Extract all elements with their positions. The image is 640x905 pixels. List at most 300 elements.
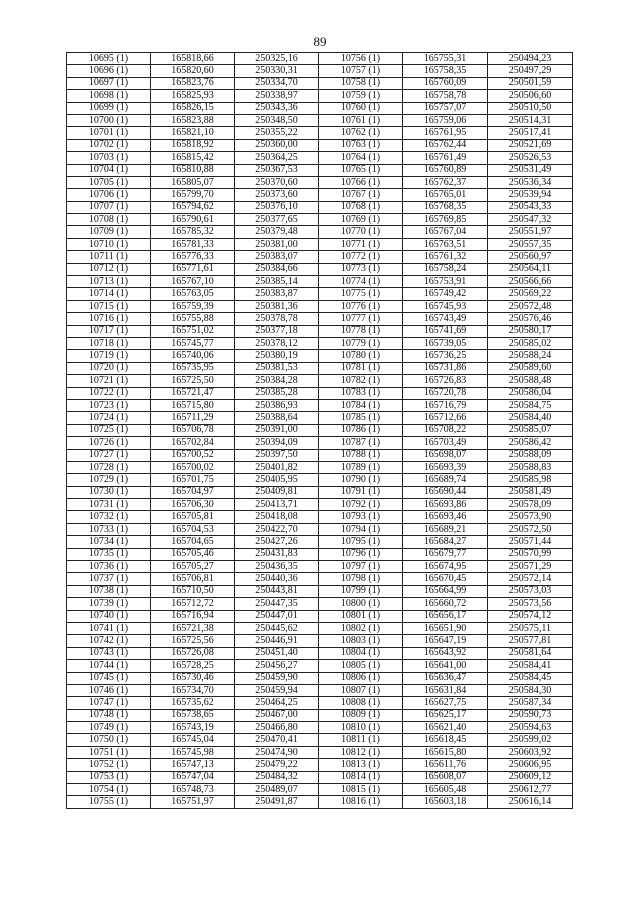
point-id-left: 10707 (1) [67, 201, 151, 213]
y-coord-left: 250379,48 [235, 226, 319, 238]
y-coord-left: 250422,70 [235, 523, 319, 535]
y-coord-left: 250470,41 [235, 734, 319, 746]
x-coord-right: 165636,47 [403, 672, 488, 684]
y-coord-right: 250576,46 [488, 313, 573, 325]
x-coord-left: 165704,65 [151, 536, 235, 548]
y-coord-left: 250383,87 [235, 288, 319, 300]
y-coord-right: 250573,56 [488, 598, 573, 610]
point-id-right: 10800 (1) [319, 598, 403, 610]
point-id-right: 10780 (1) [319, 350, 403, 362]
x-coord-right: 165641,00 [403, 660, 488, 672]
point-id-left: 10701 (1) [67, 127, 151, 139]
point-id-right: 10783 (1) [319, 387, 403, 399]
point-id-left: 10720 (1) [67, 362, 151, 374]
y-coord-left: 250440,36 [235, 573, 319, 585]
point-id-right: 10770 (1) [319, 226, 403, 238]
y-coord-right: 250581,49 [488, 486, 573, 498]
y-coord-right: 250575,11 [488, 622, 573, 634]
x-coord-left: 165810,88 [151, 164, 235, 176]
y-coord-right: 250557,35 [488, 238, 573, 250]
x-coord-right: 165745,93 [403, 300, 488, 312]
x-coord-right: 165693,39 [403, 461, 488, 473]
x-coord-left: 165725,50 [151, 375, 235, 387]
point-id-right: 10806 (1) [319, 672, 403, 684]
y-coord-right: 250494,23 [488, 53, 573, 65]
point-id-right: 10765 (1) [319, 164, 403, 176]
y-coord-left: 250436,35 [235, 561, 319, 573]
point-id-left: 10732 (1) [67, 511, 151, 523]
y-coord-right: 250573,90 [488, 511, 573, 523]
point-id-right: 10799 (1) [319, 585, 403, 597]
y-coord-left: 250456,27 [235, 660, 319, 672]
x-coord-left: 165747,13 [151, 759, 235, 771]
point-id-left: 10731 (1) [67, 499, 151, 511]
x-coord-right: 165693,46 [403, 511, 488, 523]
point-id-right: 10811 (1) [319, 734, 403, 746]
x-coord-left: 165726,08 [151, 647, 235, 659]
point-id-left: 10748 (1) [67, 709, 151, 721]
table-row [67, 499, 573, 511]
point-id-right: 10787 (1) [319, 437, 403, 449]
x-coord-right: 165689,74 [403, 474, 488, 486]
y-coord-right: 250588,83 [488, 461, 573, 473]
point-id-left: 10703 (1) [67, 152, 151, 164]
point-id-left: 10704 (1) [67, 164, 151, 176]
y-coord-right: 250560,97 [488, 251, 573, 263]
point-id-right: 10788 (1) [319, 449, 403, 461]
point-id-right: 10768 (1) [319, 201, 403, 213]
x-coord-right: 165765,01 [403, 189, 488, 201]
table-row [67, 784, 573, 796]
x-coord-right: 165693,86 [403, 499, 488, 511]
point-id-left: 10718 (1) [67, 337, 151, 349]
point-id-left: 10728 (1) [67, 461, 151, 473]
point-id-right: 10774 (1) [319, 276, 403, 288]
y-coord-left: 250364,25 [235, 152, 319, 164]
coordinates-table [66, 52, 573, 809]
y-coord-left: 250377,65 [235, 214, 319, 226]
table-row [67, 399, 573, 411]
table-row [67, 189, 573, 201]
x-coord-left: 165725,56 [151, 635, 235, 647]
y-coord-left: 250451,40 [235, 647, 319, 659]
y-coord-right: 250571,29 [488, 561, 573, 573]
y-coord-left: 250325,16 [235, 53, 319, 65]
point-id-right: 10773 (1) [319, 263, 403, 275]
y-coord-right: 250584,40 [488, 412, 573, 424]
table-row [67, 722, 573, 734]
point-id-left: 10714 (1) [67, 288, 151, 300]
y-coord-right: 250584,45 [488, 672, 573, 684]
point-id-right: 10792 (1) [319, 499, 403, 511]
y-coord-left: 250334,70 [235, 77, 319, 89]
point-id-right: 10764 (1) [319, 152, 403, 164]
point-id-right: 10793 (1) [319, 511, 403, 523]
table-row [67, 424, 573, 436]
x-coord-left: 165704,97 [151, 486, 235, 498]
y-coord-left: 250491,87 [235, 796, 319, 808]
y-coord-right: 250573,03 [488, 585, 573, 597]
y-coord-left: 250381,36 [235, 300, 319, 312]
x-coord-right: 165762,44 [403, 139, 488, 151]
point-id-left: 10738 (1) [67, 585, 151, 597]
point-id-right: 10785 (1) [319, 412, 403, 424]
point-id-right: 10796 (1) [319, 548, 403, 560]
x-coord-right: 165753,91 [403, 276, 488, 288]
coordinates-table-body [67, 53, 573, 809]
table-row [67, 375, 573, 387]
y-coord-left: 250373,60 [235, 189, 319, 201]
table-row [67, 412, 573, 424]
point-id-left: 10705 (1) [67, 176, 151, 188]
table-row [67, 610, 573, 622]
y-coord-left: 250431,83 [235, 548, 319, 560]
y-coord-left: 250355,22 [235, 127, 319, 139]
x-coord-left: 165728,25 [151, 660, 235, 672]
y-coord-right: 250590,73 [488, 709, 573, 721]
table-row [67, 263, 573, 275]
table-row [67, 647, 573, 659]
point-id-right: 10758 (1) [319, 77, 403, 89]
x-coord-left: 165702,84 [151, 437, 235, 449]
point-id-right: 10810 (1) [319, 722, 403, 734]
point-id-right: 10769 (1) [319, 214, 403, 226]
y-coord-left: 250360,00 [235, 139, 319, 151]
x-coord-left: 165715,80 [151, 399, 235, 411]
y-coord-right: 250588,24 [488, 350, 573, 362]
y-coord-left: 250413,71 [235, 499, 319, 511]
x-coord-right: 165615,80 [403, 746, 488, 758]
x-coord-left: 165767,10 [151, 276, 235, 288]
point-id-left: 10697 (1) [67, 77, 151, 89]
point-id-left: 10735 (1) [67, 548, 151, 560]
x-coord-left: 165815,42 [151, 152, 235, 164]
point-id-left: 10734 (1) [67, 536, 151, 548]
y-coord-right: 250577,81 [488, 635, 573, 647]
y-coord-left: 250474,90 [235, 746, 319, 758]
y-coord-right: 250521,69 [488, 139, 573, 151]
x-coord-left: 165740,06 [151, 350, 235, 362]
x-coord-left: 165763,05 [151, 288, 235, 300]
x-coord-right: 165767,04 [403, 226, 488, 238]
x-coord-left: 165751,02 [151, 325, 235, 337]
y-coord-left: 250409,81 [235, 486, 319, 498]
table-row [67, 548, 573, 560]
x-coord-left: 165700,02 [151, 461, 235, 473]
y-coord-right: 250584,75 [488, 399, 573, 411]
x-coord-left: 165785,32 [151, 226, 235, 238]
point-id-right: 10777 (1) [319, 313, 403, 325]
x-coord-left: 165747,04 [151, 771, 235, 783]
x-coord-left: 165735,95 [151, 362, 235, 374]
x-coord-right: 165689,21 [403, 523, 488, 535]
x-coord-left: 165755,88 [151, 313, 235, 325]
point-id-left: 10702 (1) [67, 139, 151, 151]
y-coord-left: 250418,08 [235, 511, 319, 523]
point-id-left: 10743 (1) [67, 647, 151, 659]
point-id-right: 10784 (1) [319, 399, 403, 411]
y-coord-right: 250609,12 [488, 771, 573, 783]
x-coord-left: 165745,77 [151, 337, 235, 349]
point-id-left: 10752 (1) [67, 759, 151, 771]
x-coord-right: 165603,18 [403, 796, 488, 808]
x-coord-right: 165731,86 [403, 362, 488, 374]
point-id-right: 10794 (1) [319, 523, 403, 535]
x-coord-left: 165745,98 [151, 746, 235, 758]
x-coord-right: 165757,07 [403, 102, 488, 114]
table-row [67, 362, 573, 374]
table-row [67, 709, 573, 721]
x-coord-left: 165704,53 [151, 523, 235, 535]
x-coord-right: 165763,51 [403, 238, 488, 250]
y-coord-right: 250594,63 [488, 722, 573, 734]
y-coord-left: 250427,26 [235, 536, 319, 548]
y-coord-right: 250569,22 [488, 288, 573, 300]
x-coord-left: 165745,04 [151, 734, 235, 746]
y-coord-right: 250572,48 [488, 300, 573, 312]
table-row [67, 214, 573, 226]
table-row [67, 53, 573, 65]
table-row [67, 474, 573, 486]
y-coord-right: 250572,14 [488, 573, 573, 585]
x-coord-left: 165790,61 [151, 214, 235, 226]
table-row [67, 672, 573, 684]
y-coord-left: 250378,12 [235, 337, 319, 349]
point-id-right: 10812 (1) [319, 746, 403, 758]
point-id-left: 10711 (1) [67, 251, 151, 263]
x-coord-left: 165823,88 [151, 114, 235, 126]
x-coord-left: 165821,10 [151, 127, 235, 139]
table-row [67, 561, 573, 573]
point-id-right: 10795 (1) [319, 536, 403, 548]
y-coord-right: 250570,99 [488, 548, 573, 560]
y-coord-left: 250447,01 [235, 610, 319, 622]
point-id-left: 10699 (1) [67, 102, 151, 114]
point-id-left: 10751 (1) [67, 746, 151, 758]
y-coord-right: 250531,49 [488, 164, 573, 176]
point-id-left: 10724 (1) [67, 412, 151, 424]
y-coord-left: 250377,18 [235, 325, 319, 337]
table-row [67, 523, 573, 535]
y-coord-right: 250585,07 [488, 424, 573, 436]
point-id-left: 10737 (1) [67, 573, 151, 585]
x-coord-right: 165716,79 [403, 399, 488, 411]
point-id-right: 10816 (1) [319, 796, 403, 808]
x-coord-right: 165611,76 [403, 759, 488, 771]
y-coord-right: 250589,60 [488, 362, 573, 374]
y-coord-left: 250384,66 [235, 263, 319, 275]
x-coord-left: 165820,60 [151, 65, 235, 77]
y-coord-right: 250586,42 [488, 437, 573, 449]
point-id-right: 10789 (1) [319, 461, 403, 473]
table-row [67, 251, 573, 263]
point-id-right: 10779 (1) [319, 337, 403, 349]
table-row [67, 325, 573, 337]
table-row [67, 684, 573, 696]
x-coord-right: 165703,49 [403, 437, 488, 449]
point-id-left: 10716 (1) [67, 313, 151, 325]
x-coord-left: 165818,92 [151, 139, 235, 151]
point-id-left: 10747 (1) [67, 697, 151, 709]
x-coord-right: 165739,05 [403, 337, 488, 349]
table-row [67, 511, 573, 523]
y-coord-left: 250378,78 [235, 313, 319, 325]
point-id-right: 10756 (1) [319, 53, 403, 65]
point-id-left: 10713 (1) [67, 276, 151, 288]
y-coord-right: 250587,34 [488, 697, 573, 709]
y-coord-right: 250584,41 [488, 660, 573, 672]
table-row [67, 139, 573, 151]
y-coord-left: 250381,53 [235, 362, 319, 374]
y-coord-left: 250338,97 [235, 90, 319, 102]
y-coord-right: 250612,77 [488, 784, 573, 796]
point-id-right: 10762 (1) [319, 127, 403, 139]
point-id-left: 10744 (1) [67, 660, 151, 672]
table-row [67, 288, 573, 300]
point-id-right: 10807 (1) [319, 684, 403, 696]
table-row [67, 350, 573, 362]
x-coord-right: 165720,78 [403, 387, 488, 399]
y-coord-right: 250566,66 [488, 276, 573, 288]
y-coord-left: 250484,32 [235, 771, 319, 783]
point-id-right: 10798 (1) [319, 573, 403, 585]
point-id-left: 10740 (1) [67, 610, 151, 622]
point-id-left: 10715 (1) [67, 300, 151, 312]
y-coord-right: 250581,64 [488, 647, 573, 659]
x-coord-right: 165726,83 [403, 375, 488, 387]
y-coord-left: 250445,62 [235, 622, 319, 634]
table-row [67, 449, 573, 461]
x-coord-right: 165761,32 [403, 251, 488, 263]
table-row [67, 313, 573, 325]
x-coord-right: 165741,69 [403, 325, 488, 337]
x-coord-left: 165721,38 [151, 622, 235, 634]
table-row [67, 276, 573, 288]
x-coord-right: 165749,42 [403, 288, 488, 300]
y-coord-right: 250551,97 [488, 226, 573, 238]
point-id-left: 10745 (1) [67, 672, 151, 684]
x-coord-left: 165706,81 [151, 573, 235, 585]
x-coord-right: 165684,27 [403, 536, 488, 548]
x-coord-left: 165826,15 [151, 102, 235, 114]
table-row [67, 387, 573, 399]
y-coord-left: 250376,10 [235, 201, 319, 213]
point-id-left: 10733 (1) [67, 523, 151, 535]
x-coord-right: 165621,40 [403, 722, 488, 734]
table-row [67, 635, 573, 647]
point-id-right: 10767 (1) [319, 189, 403, 201]
point-id-left: 10725 (1) [67, 424, 151, 436]
x-coord-right: 165758,35 [403, 65, 488, 77]
y-coord-right: 250501,59 [488, 77, 573, 89]
x-coord-left: 165825,93 [151, 90, 235, 102]
y-coord-right: 250588,48 [488, 375, 573, 387]
point-id-left: 10696 (1) [67, 65, 151, 77]
x-coord-right: 165679,77 [403, 548, 488, 560]
x-coord-left: 165771,61 [151, 263, 235, 275]
y-coord-left: 250459,94 [235, 684, 319, 696]
y-coord-left: 250330,31 [235, 65, 319, 77]
y-coord-left: 250367,53 [235, 164, 319, 176]
point-id-left: 10754 (1) [67, 784, 151, 796]
table-row [67, 759, 573, 771]
point-id-right: 10791 (1) [319, 486, 403, 498]
point-id-left: 10749 (1) [67, 722, 151, 734]
x-coord-right: 165743,49 [403, 313, 488, 325]
y-coord-right: 250571,44 [488, 536, 573, 548]
table-row [67, 746, 573, 758]
table-row [67, 573, 573, 585]
table-row [67, 65, 573, 77]
y-coord-right: 250514,31 [488, 114, 573, 126]
table-row [67, 176, 573, 188]
x-coord-right: 165712,66 [403, 412, 488, 424]
y-coord-right: 250543,33 [488, 201, 573, 213]
y-coord-right: 250586,04 [488, 387, 573, 399]
y-coord-right: 250603,92 [488, 746, 573, 758]
x-coord-right: 165631,84 [403, 684, 488, 696]
y-coord-right: 250497,29 [488, 65, 573, 77]
point-id-right: 10766 (1) [319, 176, 403, 188]
point-id-right: 10786 (1) [319, 424, 403, 436]
point-id-right: 10801 (1) [319, 610, 403, 622]
x-coord-right: 165760,89 [403, 164, 488, 176]
x-coord-right: 165768,35 [403, 201, 488, 213]
point-id-right: 10814 (1) [319, 771, 403, 783]
x-coord-right: 165608,07 [403, 771, 488, 783]
point-id-left: 10695 (1) [67, 53, 151, 65]
x-coord-left: 165776,33 [151, 251, 235, 263]
table-row [67, 164, 573, 176]
x-coord-right: 165605,48 [403, 784, 488, 796]
point-id-right: 10778 (1) [319, 325, 403, 337]
y-coord-left: 250446,91 [235, 635, 319, 647]
y-coord-left: 250405,95 [235, 474, 319, 486]
point-id-left: 10726 (1) [67, 437, 151, 449]
y-coord-left: 250383,07 [235, 251, 319, 263]
table-row [67, 226, 573, 238]
y-coord-left: 250467,00 [235, 709, 319, 721]
x-coord-right: 165647,19 [403, 635, 488, 647]
point-id-right: 10809 (1) [319, 709, 403, 721]
x-coord-left: 165730,46 [151, 672, 235, 684]
x-coord-left: 165823,76 [151, 77, 235, 89]
x-coord-right: 165698,07 [403, 449, 488, 461]
x-coord-left: 165794,62 [151, 201, 235, 213]
point-id-left: 10708 (1) [67, 214, 151, 226]
y-coord-left: 250386,93 [235, 399, 319, 411]
y-coord-left: 250489,07 [235, 784, 319, 796]
table-row [67, 337, 573, 349]
point-id-right: 10776 (1) [319, 300, 403, 312]
y-coord-left: 250401,82 [235, 461, 319, 473]
x-coord-right: 165769,85 [403, 214, 488, 226]
table-row [67, 437, 573, 449]
x-coord-left: 165716,94 [151, 610, 235, 622]
x-coord-right: 165690,44 [403, 486, 488, 498]
table-row [67, 77, 573, 89]
x-coord-left: 165710,50 [151, 585, 235, 597]
table-row [67, 734, 573, 746]
table-row [67, 238, 573, 250]
point-id-left: 10712 (1) [67, 263, 151, 275]
y-coord-right: 250606,95 [488, 759, 573, 771]
y-coord-right: 250588,09 [488, 449, 573, 461]
x-coord-left: 165781,33 [151, 238, 235, 250]
x-coord-left: 165751,97 [151, 796, 235, 808]
table-row [67, 201, 573, 213]
x-coord-left: 165799,70 [151, 189, 235, 201]
